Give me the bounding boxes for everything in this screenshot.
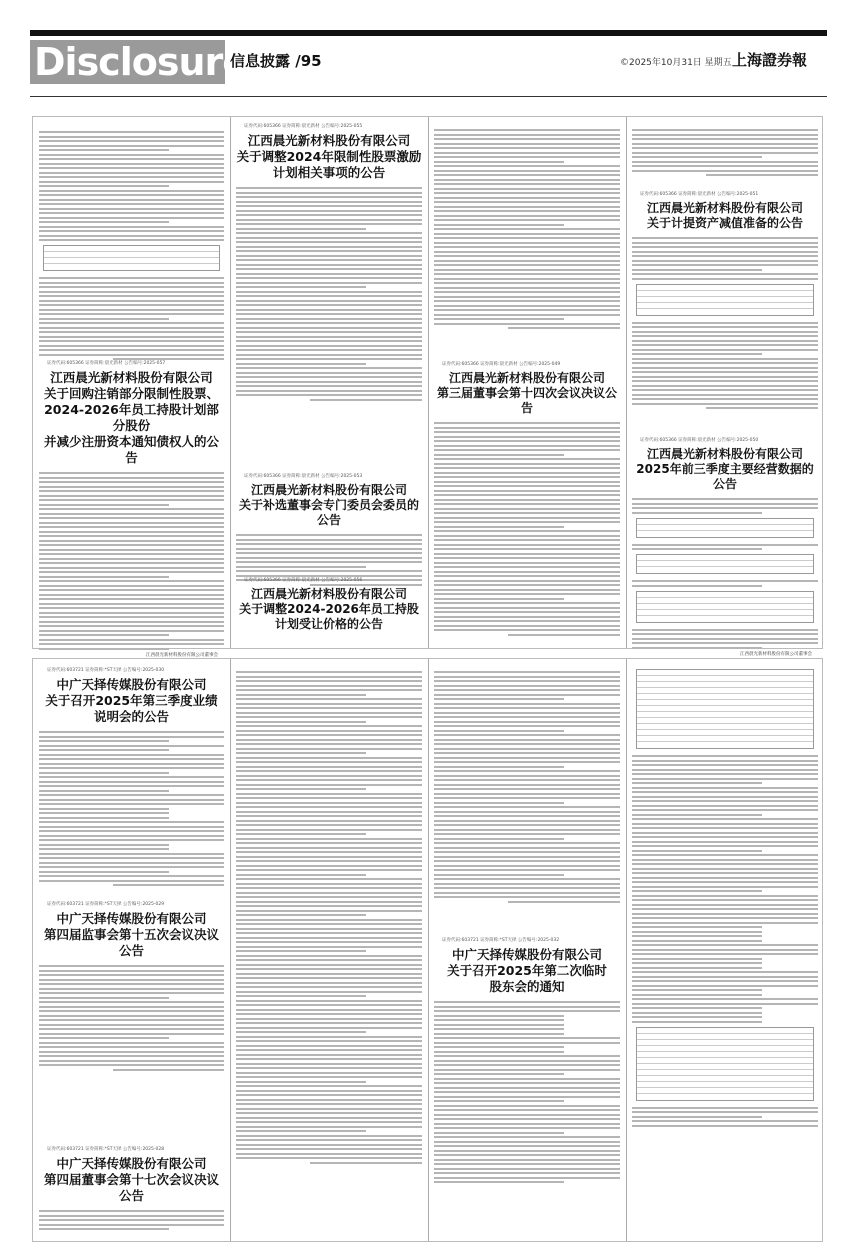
notice-title: 江西晨光新材料股份有限公司 关于回购注销部分限制性股票、 2024-2026年员工持股计划部分股份 并减少注册资本通知债权人的公告 xyxy=(43,370,219,465)
signature: 江西晨光新材料股份有限公司董事会 xyxy=(740,652,812,657)
top-col-4 xyxy=(632,117,818,657)
notice-repurchase xyxy=(39,360,224,666)
bottom-col-2 xyxy=(236,659,422,1241)
notice-meta: 证券代码:605366 证券简称:晨光新材 公告编号:2025-053 xyxy=(244,474,363,479)
bottom-sheet xyxy=(32,658,823,1242)
notice-meta: 证券代码:603721 证券简称:*ST天择 公告编号:2025-028 xyxy=(47,1147,165,1152)
masthead xyxy=(30,40,827,90)
top-col-1 xyxy=(39,117,224,658)
notice-meta: 证券代码:603721 证券简称:*ST天择 公告编号:2025-030 xyxy=(47,668,165,673)
notice-impairment xyxy=(632,191,818,412)
body-text xyxy=(236,665,422,1166)
notice-meta: 证券代码:603721 证券简称:*ST天择 公告编号:2025-032 xyxy=(442,938,560,943)
notice-board-meeting xyxy=(39,1146,224,1233)
newspaper-name: 上海證券報 xyxy=(732,51,808,69)
notice-title: 江西晨光新材料股份有限公司 关于调整2024-2026年员工持股 计划受让价格的公告 xyxy=(239,587,419,631)
body-text xyxy=(434,665,620,905)
bottom-col-1 xyxy=(39,659,224,1241)
issue-date: ©2025年10月31日 星期五 xyxy=(620,58,732,68)
top-sheet xyxy=(32,116,823,658)
notice-title: 中广天择传媒股份有限公司 第四届董事会第十七次会议决议公告 xyxy=(43,1156,219,1203)
body-text xyxy=(434,123,620,332)
notice-title: 中广天择传媒股份有限公司 关于召开2025年第三季度业绩 说明会的公告 xyxy=(45,677,218,724)
notice-meta: 证券代码:605366 证券简称:晨光新材 公告编号:2025-057 xyxy=(47,361,166,366)
notice-incentive-adjust xyxy=(236,123,422,403)
body-text xyxy=(39,125,224,363)
notice-meta: 证券代码:605366 证券简称:晨光新材 公告编号:2025-055 xyxy=(244,124,363,129)
bottom-col-4 xyxy=(632,659,818,1241)
bottom-col-3 xyxy=(434,659,620,1241)
notice-egm xyxy=(434,937,620,1186)
notice-meta: 证券代码:605366 证券简称:晨光新材 公告编号:2025-056 xyxy=(244,578,363,583)
page-title: 信息披露 /95 xyxy=(230,52,322,70)
notice-committee xyxy=(236,473,422,588)
notice-meta: 证券代码:605366 证券简称:晨光新材 公告编号:2025-051 xyxy=(640,192,759,197)
notice-title: 江西晨光新材料股份有限公司 关于计提资产减值准备的公告 xyxy=(646,201,803,230)
notice-board-resolution xyxy=(434,361,620,638)
notice-title: 中广天择传媒股份有限公司 第四届监事会第十五次会议决议公告 xyxy=(43,911,219,958)
header-rule xyxy=(30,96,827,97)
notice-meta: 证券代码:605366 证券简称:晨光新材 公告编号:2025-049 xyxy=(442,362,561,367)
notice-title: 江西晨光新材料股份有限公司 第三届董事会第十四次会议决议公告 xyxy=(436,371,617,415)
notice-title: 江西晨光新材料股份有限公司 关于调整2024年限制性股票激励 计划相关事项的公告 xyxy=(236,133,422,180)
notice-title: 江西晨光新材料股份有限公司 2025年前三季度主要经营数据的公告 xyxy=(636,447,814,491)
notice-operating-data xyxy=(632,437,818,665)
body-text xyxy=(632,123,818,179)
top-col-3 xyxy=(434,117,620,648)
top-col-2 xyxy=(236,117,422,648)
notice-earnings-call xyxy=(39,667,224,889)
notice-supervisory-board xyxy=(39,901,224,1073)
notice-meta: 证券代码:605366 证券简称:晨光新材 公告编号:2025-050 xyxy=(640,438,759,443)
notice-esop-price xyxy=(236,577,422,632)
top-rule xyxy=(30,30,827,36)
notice-meta: 证券代码:603721 证券简称:*ST天择 公告编号:2025-029 xyxy=(47,902,165,907)
notice-title: 中广天择传媒股份有限公司 关于召开2025年第二次临时 股东会的通知 xyxy=(447,947,607,994)
signature: 江西晨光新材料股份有限公司董事会 xyxy=(146,653,218,658)
body-text xyxy=(632,665,818,1129)
disclosure-logo: Disclosure xyxy=(30,40,225,84)
notice-title: 江西晨光新材料股份有限公司 关于补选董事会专门委员会委员的公告 xyxy=(238,483,419,527)
